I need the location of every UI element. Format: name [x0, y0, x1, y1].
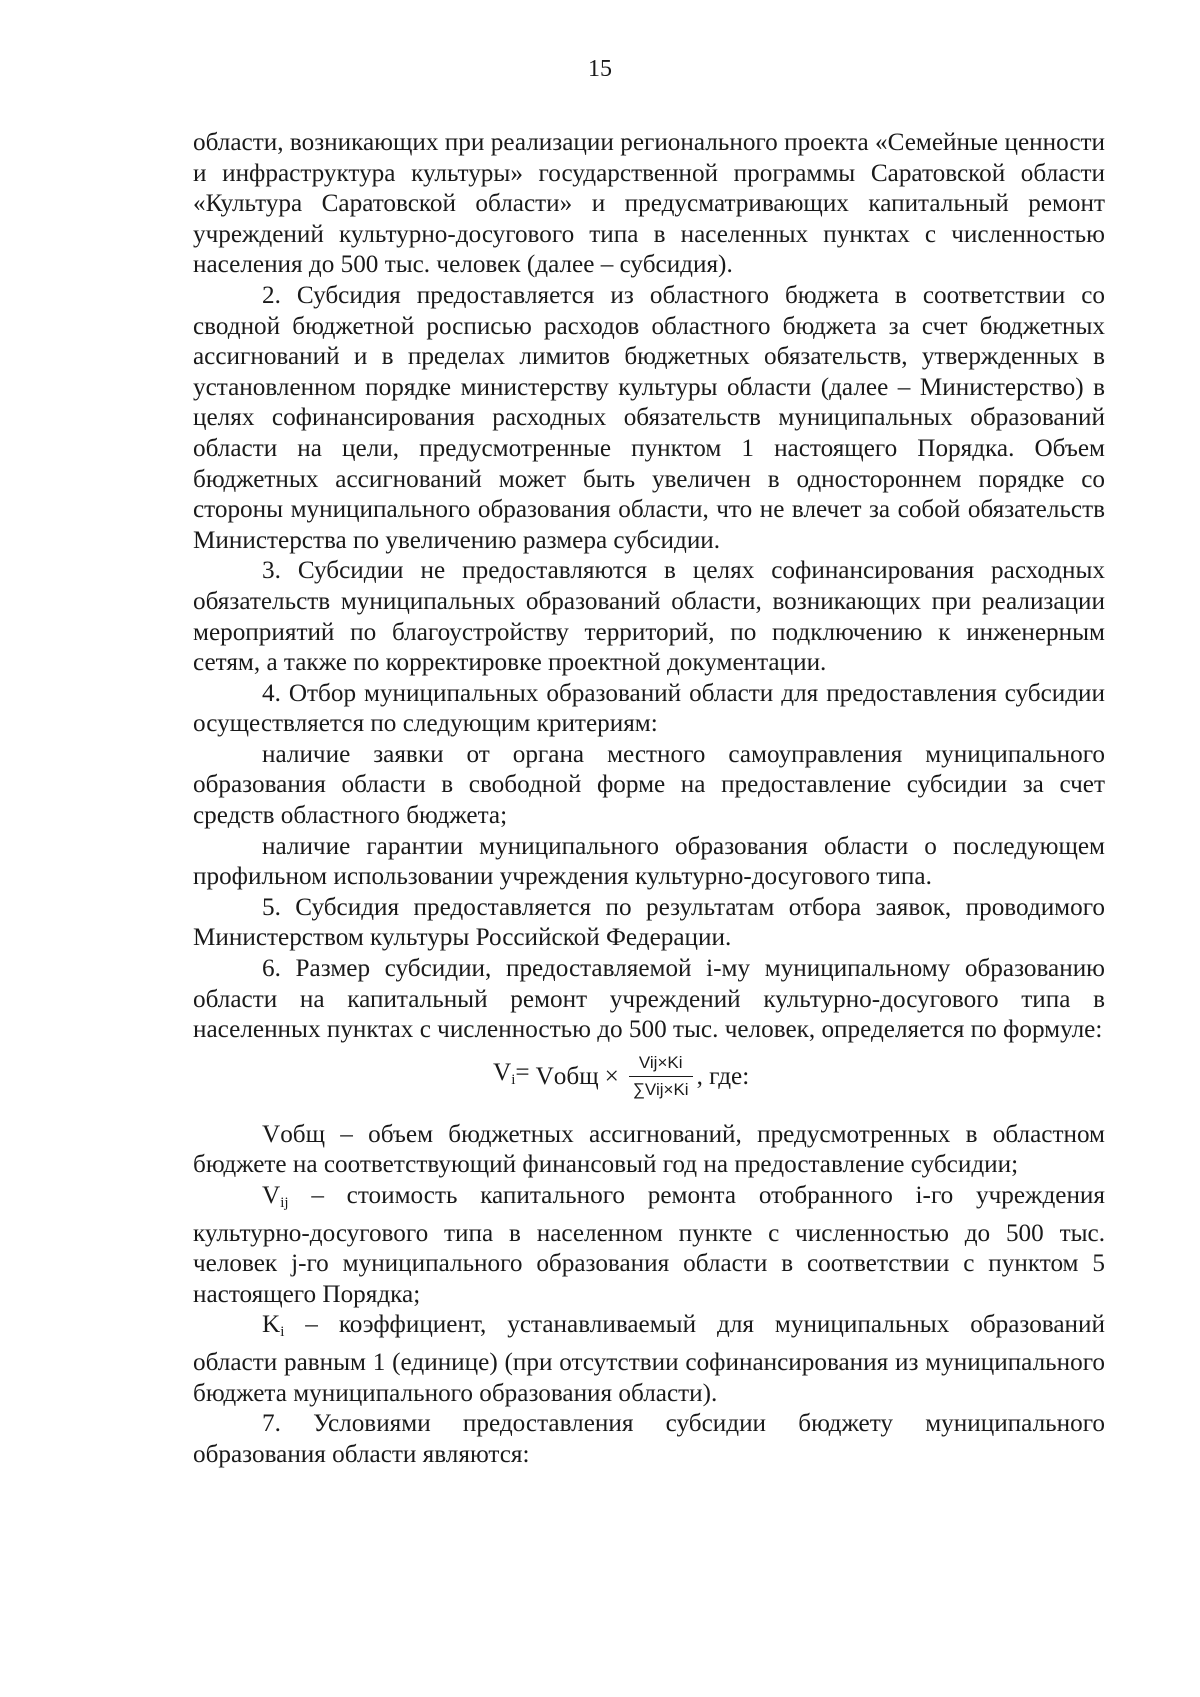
definition-vij: $V_{ij}$ – стоимость капитального ремонта отобранного i-го учреждения культурно-досугового типа в населенном пункте с численностью до 500 тыс. человек j-го муниципального образования области в соответствии с пунктом 5 настоящего Порядка;	[193, 1182, 1105, 1308]
definition-vtotal-symbol: Vобщ	[262, 1120, 325, 1148]
formula-denominator: ∑Vij×Ki	[629, 1076, 693, 1101]
criterion-guarantee: наличие гарантии муниципального образования области о последующем профильном использовании учреждения культурно-досугового типа.	[193, 832, 1105, 891]
definition-vtotal: Vобщ – объем бюджетных ассигнований, предусмотренных в областном бюджете на соответствующий финансовый год на предоставление субсидии;	[193, 1120, 1105, 1179]
formula-lhs: $V_i=$	[493, 1059, 530, 1089]
formula-total: Vобщ	[535, 1062, 599, 1090]
paragraph-6: 6. Размер субсидии, предоставляемой i-му муниципальному образованию области на капитальный ремонт учреждений культурно-досугового типа в населенных пунктах с численностью до 500 тыс. человек, определяется по формуле:	[193, 955, 1105, 1044]
criterion-application: наличие заявки от органа местного самоуправления муниципального образования области в свободной форме на предоставление субсидии за счет средств областного бюджета;	[193, 740, 1105, 830]
formula-fraction	[629, 1052, 693, 1101]
formula-times: ×	[604, 1062, 619, 1090]
paragraph-5: 5. Субсидия предоставляется по результатам отбора заявок, проводимого Министерством культуры Российской Федерации.	[193, 893, 1105, 952]
definition-ki: $K_i$ – коэффициент, устанавливаемый для муниципальных образований области равным 1 (единице) (при отсутствии софинансирования из муниципального бюджета муниципального образования области).	[193, 1311, 1105, 1407]
formula-tail: , где:	[696, 1062, 750, 1090]
paragraph-4: 4. Отбор муниципальных образований области для предоставления субсидии осуществляется по следующим критериям:	[193, 679, 1105, 738]
page-number: 15	[588, 56, 612, 82]
paragraph-intro: области, возникающих при реализации регионального проекта «Семейные ценности и инфраструктура культуры» государственной программы Саратовской области «Культура Саратовской области» и предусматривающих капитальный ремонт учреждений культурно-досугового типа в населенных пунктах с численностью населения до 500 тыс. человек (далее – субсидия).	[193, 129, 1105, 279]
definition-ki-symbol: $K_i$	[262, 1311, 285, 1341]
subsidy-formula	[193, 1046, 1105, 1108]
paragraph-7: 7. Условиями предоставления субсидии бюджету муниципального образования области являются:	[193, 1410, 1105, 1468]
document-body	[193, 128, 1105, 1470]
paragraph-2: 2. Субсидия предоставляется из областного бюджета в соответствии со сводной бюджетной росписью расходов областного бюджета за счет бюджетных ассигнований и в пределах лимитов бюджетных обязательств, утвержденных в установленном порядке министерству культуры области (далее – Министерство) в целях софинансирования расходных обязательств муниципальных образований области на цели, предусмотренные пунктом 1 настоящего Порядка. Объем бюджетных ассигнований может быть увеличен в одностороннем порядке со стороны муниципального образования области, что не влечет за собой обязательств Министерства по увеличению размера субсидии.	[193, 281, 1105, 554]
formula-numerator: Vij×Ki	[638, 1053, 683, 1073]
definition-vij-symbol: $V_{ij}$	[262, 1182, 289, 1211]
paragraph-3: 3. Субсидии не предоставляются в целях софинансирования расходных обязательств муниципальных образований области, возникающих при реализации мероприятий по благоустройству территорий, по подключению к инженерным сетям, а также по корректировке проектной документации.	[193, 557, 1105, 677]
